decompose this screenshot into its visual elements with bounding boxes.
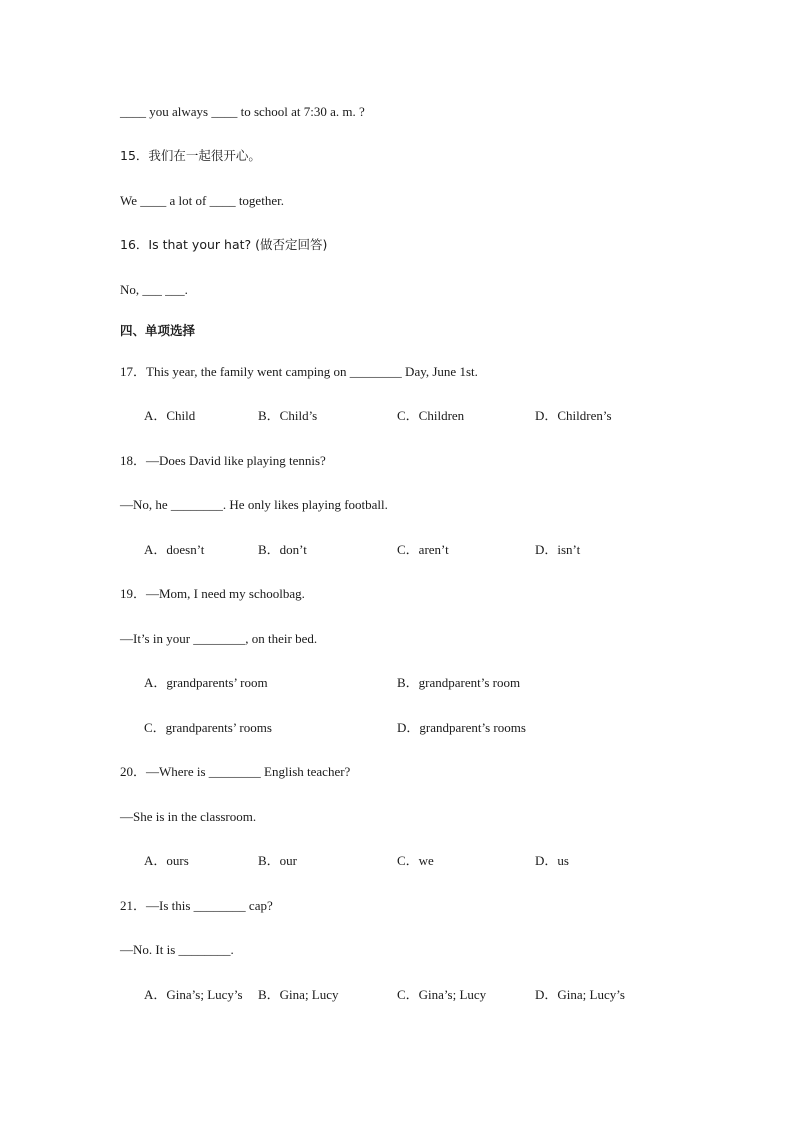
q20-response: —She is in the classroom.	[120, 809, 257, 824]
section-heading: 四、单项选择	[120, 323, 196, 338]
q15-english-line: We ____ a lot of ____ together.	[120, 193, 284, 208]
q17-question: 17．This year, the family went camping on ________ Day, June 1st.	[120, 364, 478, 379]
q19-response: —It’s in your ________, on their bed.	[120, 631, 318, 646]
q20-option-c: C．we	[397, 853, 434, 868]
q20-option-b: B．our	[258, 853, 298, 868]
q21-option-b: B．Gina; Lucy	[258, 987, 339, 1002]
q20-question: 20．—Where is ________ English teacher?	[120, 764, 351, 779]
q18-question: 18．—Does David like playing tennis?	[120, 453, 326, 468]
q19-option-d: D．grandparent’s rooms	[397, 720, 526, 735]
q16-answer-line: No, ___ ___.	[120, 282, 188, 297]
q19-option-b: B．grandparent’s room	[397, 675, 521, 690]
q17-option-a: A．Child	[144, 408, 196, 423]
q17-option-b: B．Child’s	[258, 408, 318, 423]
q17-option-c: C．Children	[397, 408, 465, 423]
q21-option-a: A．Gina’s; Lucy’s	[144, 987, 243, 1002]
q19-option-a: A．grandparents’ room	[144, 675, 268, 690]
q21-option-d: D．Gina; Lucy’s	[535, 987, 625, 1002]
q16-prompt: 16．Is that your hat? (做否定回答)	[120, 237, 328, 252]
q19-option-c: C．grandparents’ rooms	[144, 720, 272, 735]
q18-option-a: A．doesn’t	[144, 542, 205, 557]
q19-question: 19．—Mom, I need my schoolbag.	[120, 586, 305, 601]
q14-english-line: ____ you always ____ to school at 7:30 a. m. ?	[120, 104, 365, 119]
q20-option-d: D．us	[535, 853, 569, 868]
q21-question: 21．—Is this ________ cap?	[120, 898, 273, 913]
q18-option-c: C．aren’t	[397, 542, 449, 557]
q21-response: —No. It is ________.	[120, 942, 234, 957]
q17-option-d: D．Children’s	[535, 408, 612, 423]
q18-response: —No, he ________. He only likes playing football.	[120, 497, 388, 512]
q18-option-d: D．isn’t	[535, 542, 581, 557]
q20-option-a: A．ours	[144, 853, 189, 868]
q18-option-b: B．don’t	[258, 542, 307, 557]
q21-option-c: C．Gina’s; Lucy	[397, 987, 487, 1002]
q15-prompt: 15．我们在一起很开心。	[120, 148, 261, 163]
